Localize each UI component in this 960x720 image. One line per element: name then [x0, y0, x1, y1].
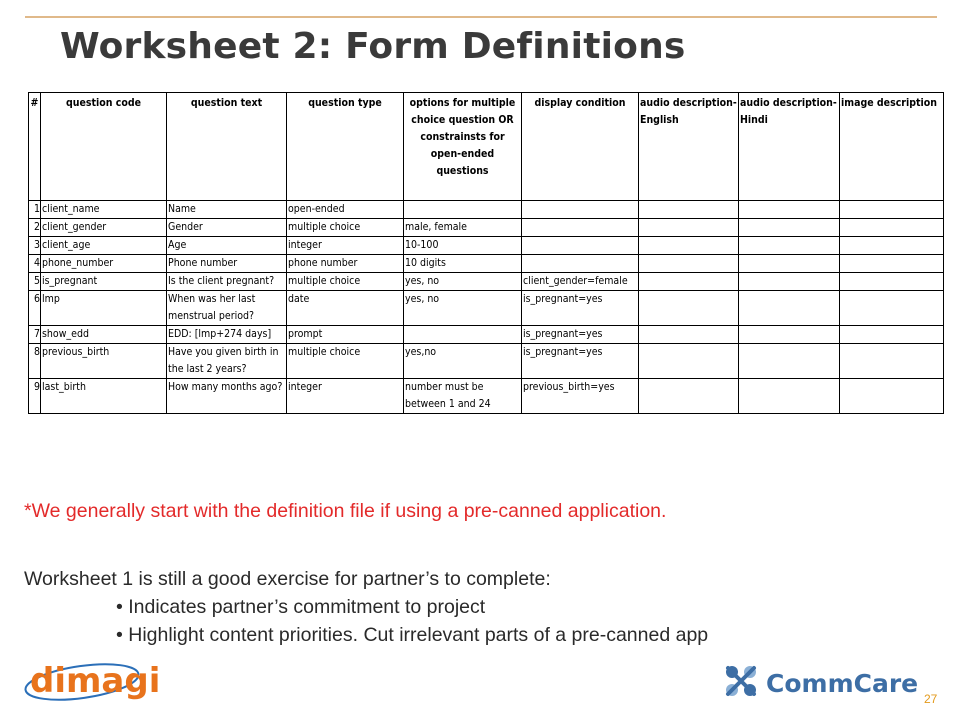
cell-options: male, female	[404, 219, 522, 237]
cell-display-condition: previous_birth=yes	[522, 379, 639, 414]
cell-options: yes,no	[404, 344, 522, 379]
header-question-type: question type	[287, 93, 404, 201]
table-row	[29, 237, 944, 255]
cell-number: 4	[29, 255, 41, 273]
table-row	[29, 291, 944, 326]
table-row	[29, 273, 944, 291]
cell-display-condition	[522, 237, 639, 255]
header-image-description: image description	[840, 93, 944, 201]
cell-display-condition: is_pregnant=yes	[522, 291, 639, 326]
cell-audio-english	[639, 326, 739, 344]
cell-audio-hindi	[739, 237, 840, 255]
cell-audio-hindi	[739, 326, 840, 344]
cell-options: number must be between 1 and 24	[404, 379, 522, 414]
cell-question-text: Age	[167, 237, 287, 255]
cell-image-description	[840, 255, 944, 273]
table-row	[29, 326, 944, 344]
cell-question-code: show_edd	[41, 326, 167, 344]
header-audio-english: audio description-English	[639, 93, 739, 201]
cell-number: 9	[29, 379, 41, 414]
cell-number: 2	[29, 219, 41, 237]
cell-question-text: Is the client pregnant?	[167, 273, 287, 291]
cell-audio-hindi	[739, 379, 840, 414]
cell-options: 10 digits	[404, 255, 522, 273]
body-intro: Worksheet 1 is still a good exercise for partner’s to complete:	[24, 568, 551, 590]
cell-question-text: Name	[167, 201, 287, 219]
cell-question-code: client_name	[41, 201, 167, 219]
cell-display-condition: is_pregnant=yes	[522, 326, 639, 344]
cell-audio-hindi	[739, 219, 840, 237]
cell-question-code: client_gender	[41, 219, 167, 237]
header-display-condition: display condition	[522, 93, 639, 201]
bullet-priorities: • Highlight content priorities. Cut irrelevant parts of a pre-canned app	[116, 624, 709, 646]
page-number: 27	[924, 692, 938, 706]
cell-number: 8	[29, 344, 41, 379]
cell-display-condition	[522, 219, 639, 237]
slide-title: Worksheet 2: Form Definitions	[60, 26, 686, 67]
cell-question-text: Gender	[167, 219, 287, 237]
bullet-commitment: • Indicates partner’s commitment to project	[116, 596, 486, 618]
cell-options	[404, 201, 522, 219]
cell-number: 6	[29, 291, 41, 326]
cell-question-text: Phone number	[167, 255, 287, 273]
top-accent-rule	[25, 16, 937, 18]
cell-number: 3	[29, 237, 41, 255]
dimagi-logo-text: dimagi	[30, 661, 161, 701]
cell-display-condition: client_gender=female	[522, 273, 639, 291]
cell-question-code: lmp	[41, 291, 167, 326]
cell-number: 7	[29, 326, 41, 344]
cell-display-condition	[522, 201, 639, 219]
cell-question-text: When was her last menstrual period?	[167, 291, 287, 326]
cell-number: 1	[29, 201, 41, 219]
cell-image-description	[840, 201, 944, 219]
cell-audio-hindi	[739, 291, 840, 326]
cell-audio-english	[639, 379, 739, 414]
cell-audio-english	[639, 201, 739, 219]
cell-question-code: client_age	[41, 237, 167, 255]
cell-number: 5	[29, 273, 41, 291]
commcare-logo-text: CommCare	[766, 669, 919, 698]
cell-question-text: EDD: [lmp+274 days]	[167, 326, 287, 344]
cell-question-text: How many months ago?	[167, 379, 287, 414]
note-text: *We generally start with the definition file if using a pre-canned application.	[24, 500, 667, 522]
cell-audio-english	[639, 219, 739, 237]
cell-question-type: multiple choice	[287, 219, 404, 237]
cell-audio-hindi	[739, 255, 840, 273]
cell-options: yes, no	[404, 273, 522, 291]
cell-display-condition: is_pregnant=yes	[522, 344, 639, 379]
cell-image-description	[840, 291, 944, 326]
cell-image-description	[840, 326, 944, 344]
cell-display-condition	[522, 255, 639, 273]
table-row	[29, 201, 944, 219]
cell-image-description	[840, 273, 944, 291]
commcare-mark-icon	[726, 666, 756, 696]
cell-question-text: Have you given birth in the last 2 years?	[167, 344, 287, 379]
table-row	[29, 219, 944, 237]
cell-question-code: is_pregnant	[41, 273, 167, 291]
cell-image-description	[840, 344, 944, 379]
cell-options: yes, no	[404, 291, 522, 326]
table-row	[29, 379, 944, 414]
header-question-code: question code	[41, 93, 167, 201]
cell-audio-hindi	[739, 273, 840, 291]
commcare-logo	[722, 662, 919, 707]
header-question-text: question text	[167, 93, 287, 201]
cell-audio-english	[639, 273, 739, 291]
cell-question-code: last_birth	[41, 379, 167, 414]
cell-audio-english	[639, 255, 739, 273]
table-row	[29, 344, 944, 379]
header-audio-hindi: audio description-Hindi	[739, 93, 840, 201]
header-number: #	[29, 93, 41, 201]
cell-question-type: integer	[287, 379, 404, 414]
cell-audio-hindi	[739, 201, 840, 219]
cell-question-type: open-ended	[287, 201, 404, 219]
cell-options	[404, 326, 522, 344]
cell-question-code: previous_birth	[41, 344, 167, 379]
cell-image-description	[840, 237, 944, 255]
header-options: options for multiple choice question OR constrainsts for open-ended questions	[404, 93, 522, 201]
cell-question-type: date	[287, 291, 404, 326]
cell-audio-english	[639, 291, 739, 326]
dimagi-logo	[22, 650, 161, 715]
form-definitions-table	[28, 92, 944, 414]
cell-question-type: integer	[287, 237, 404, 255]
cell-audio-english	[639, 344, 739, 379]
cell-question-type: prompt	[287, 326, 404, 344]
cell-question-type: multiple choice	[287, 273, 404, 291]
body-text	[24, 565, 708, 649]
cell-question-type: multiple choice	[287, 344, 404, 379]
cell-question-code: phone_number	[41, 255, 167, 273]
cell-audio-hindi	[739, 344, 840, 379]
table-row	[29, 255, 944, 273]
table-header-row	[29, 93, 944, 201]
cell-image-description	[840, 379, 944, 414]
cell-image-description	[840, 219, 944, 237]
cell-options: 10-100	[404, 237, 522, 255]
cell-question-type: phone number	[287, 255, 404, 273]
cell-audio-english	[639, 237, 739, 255]
